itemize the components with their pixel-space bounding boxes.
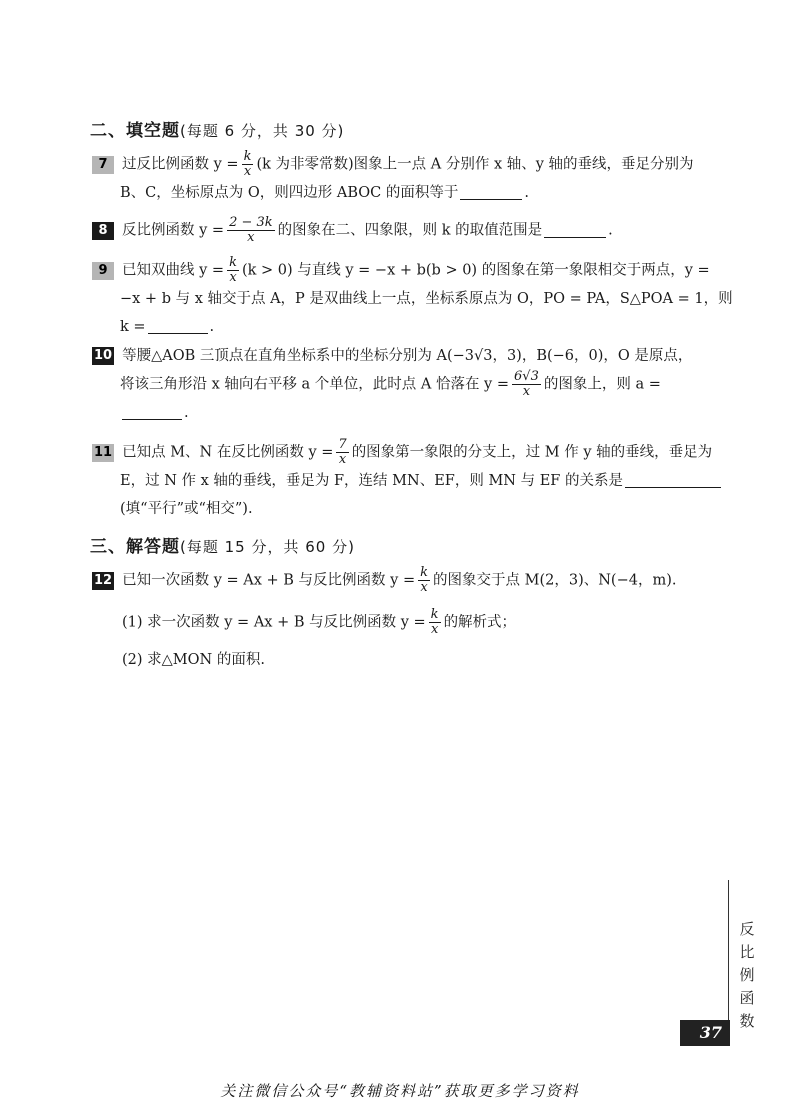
fraction xyxy=(242,150,254,179)
side-char: 数 xyxy=(739,1012,755,1030)
question-11 xyxy=(92,438,712,523)
q12-part-1 xyxy=(122,608,516,637)
question-7 xyxy=(92,150,712,207)
question-number: 11 xyxy=(94,444,113,460)
fraction xyxy=(429,608,441,637)
q8-text-a: 反比例函数 y = xyxy=(122,222,225,239)
numerator: 2 − 3k xyxy=(229,215,273,230)
numerator: k xyxy=(430,607,439,622)
fraction xyxy=(418,566,430,595)
numerator: 7 xyxy=(338,437,347,452)
question-12 xyxy=(92,566,712,595)
footer-note: 关注微信公众号“教辅资料站”获取更多学习资料 xyxy=(220,1082,580,1100)
denominator: x xyxy=(243,164,252,179)
q12-part-2-text: (2) 求△MON 的面积. xyxy=(122,652,265,668)
numerator: k xyxy=(229,255,237,270)
side-char: 函 xyxy=(739,989,755,1007)
q7-end: . xyxy=(524,185,529,201)
side-divider xyxy=(728,880,729,1040)
question-9 xyxy=(92,255,733,341)
q8-end: . xyxy=(608,222,613,239)
numerator: k xyxy=(420,565,428,580)
denominator: x xyxy=(420,580,428,595)
q12-part-1-text-a: (1) 求一次函数 y = Ax + B 与反比例函数 y = xyxy=(122,614,426,631)
q9-text-c: −x + b 与 x 轴交于点 A，P 是双曲线上一点，坐标系原点为 O，PO = PA，S△POA = 1，则 xyxy=(120,291,733,307)
question-number: 8 xyxy=(92,222,114,240)
q10-text-a: 等腰△AOB 三顶点在直角坐标系中的坐标分别为 A(−3√3，3)，B(−6，0)，O 是原点， xyxy=(122,348,693,364)
q12-part-2 xyxy=(122,646,265,674)
question-number: 7 xyxy=(92,156,114,174)
fraction xyxy=(512,370,541,399)
q7-text-c: B、C，坐标原点为 O，则四边形 ABOC 的面积等于 xyxy=(120,185,459,201)
answer-blank[interactable] xyxy=(460,183,522,200)
section-2-heading: 二、填空题 xyxy=(90,121,180,141)
answer-blank[interactable] xyxy=(148,317,208,334)
denominator: x xyxy=(338,452,347,467)
section-3-title xyxy=(90,532,355,557)
q11-text-a: 已知点 M、N 在反比例函数 y = xyxy=(122,444,334,461)
side-char: 反 xyxy=(739,920,755,938)
numerator: 6√3 xyxy=(514,369,539,384)
numerator: k xyxy=(243,149,252,164)
section-3-heading: 三、解答题 xyxy=(90,537,180,557)
answer-blank[interactable] xyxy=(625,471,721,488)
q7-text-b: (k 为非零常数)图象上一点 A 分别作 x 轴、y 轴的垂线，垂足分别为 xyxy=(256,156,694,173)
q10-text-c: 的图象上，则 a = xyxy=(543,376,661,393)
q11-text-c: E，过 N 作 x 轴的垂线，垂足为 F，连结 MN、EF，则 MN 与 EF 的关系是 xyxy=(120,473,623,489)
q9-text-d: k = xyxy=(120,319,146,335)
q8-text-b: 的图象在二、四象限，则 k 的取值范围是 xyxy=(277,222,543,239)
denominator: x xyxy=(247,230,255,245)
answer-blank[interactable] xyxy=(122,403,182,420)
section-2-note: (每题 6 分，共 30 分) xyxy=(180,122,345,140)
question-8 xyxy=(92,216,712,245)
denominator: x xyxy=(430,622,439,637)
side-char: 比 xyxy=(739,943,755,961)
q10-end: . xyxy=(184,405,189,421)
side-char: 例 xyxy=(739,966,755,984)
q12-text-a: 已知一次函数 y = Ax + B 与反比例函数 y = xyxy=(122,572,416,589)
q12-text-b: 的图象交于点 M(2，3)、N(−4，m). xyxy=(433,572,677,589)
fraction xyxy=(227,216,275,245)
q9-end: . xyxy=(209,319,215,335)
denominator: x xyxy=(522,384,531,399)
section-3-note: (每题 15 分，共 60 分) xyxy=(180,538,355,556)
section-2-title xyxy=(90,116,344,141)
question-10 xyxy=(92,342,712,427)
q10-text-b: 将该三角形沿 x 轴向右平移 a 个单位，此时点 A 恰落在 y = xyxy=(120,376,510,393)
q11-text-d: (填“平行”或“相交”). xyxy=(120,501,253,517)
question-number: 9 xyxy=(92,262,114,280)
answer-blank[interactable] xyxy=(544,221,606,238)
q9-text-a: 已知双曲线 y = xyxy=(122,262,225,279)
fraction xyxy=(336,438,348,467)
denominator: x xyxy=(229,270,237,285)
q11-text-b: 的图象第一象限的分支上，过 M 作 y 轴的垂线，垂足为 xyxy=(351,444,713,461)
fraction xyxy=(227,256,239,285)
question-number: 12 xyxy=(94,572,113,588)
q7-text-a: 过反比例函数 y = xyxy=(122,156,239,173)
q9-text-b: (k > 0) 与直线 y = −x + b(b > 0) 的图象在第一象限相交于两点，y = xyxy=(241,262,710,279)
page-number: 37 xyxy=(680,1020,730,1046)
question-number: 10 xyxy=(94,348,113,363)
chapter-side-label xyxy=(738,918,756,1033)
q12-part-1-text-b: 的解析式； xyxy=(443,614,517,631)
